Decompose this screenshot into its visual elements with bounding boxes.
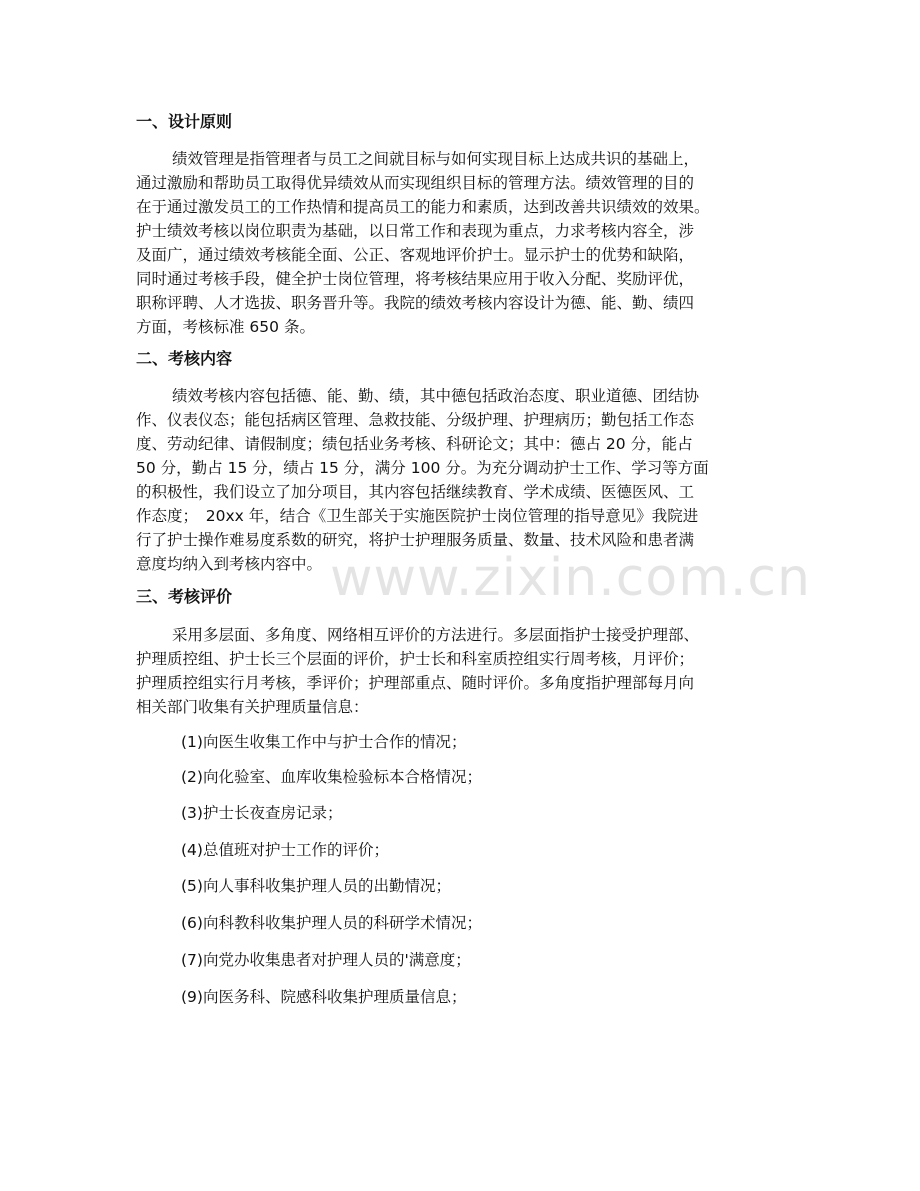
watermark: www.zixin.com.cn <box>330 548 811 608</box>
list-item: (3)护士长夜查房记录； <box>181 804 343 822</box>
paragraph-line: 及面广，通过绩效考核能全面、公正、客观地评价护士。显示护士的优势和缺陷， <box>136 246 695 264</box>
paragraph-line: 绩效考核内容包括德、能、勤、绩，其中德包括政治态度、职业道德、团结协 <box>172 387 700 405</box>
paragraph-line: 意度均纳入到考核内容中。 <box>136 555 323 573</box>
paragraph-line: 作、仪表仪态；能包括病区管理、急救技能、分级护理、护理病历；勤包括工作态 <box>136 411 695 429</box>
list-item: (1)向医生收集工作中与护士合作的情况； <box>181 733 467 751</box>
section-heading-assessment-content: 二、考核内容 <box>136 349 233 368</box>
paragraph-line: 相关部门收集有关护理质量信息： <box>136 698 369 716</box>
paragraph-line: 绩效管理是指管理者与员工之间就目标与如何实现目标上达成共识的基础上， <box>172 150 700 168</box>
paragraph-line: 50 分，勤占 15 分，绩占 15 分，满分 100 分。为充分调动护士工作、学习等方面 <box>136 459 709 477</box>
paragraph-line: 作态度； 20xx 年，结合《卫生部关于实施医院护士岗位管理的指导意见》我院进 <box>136 507 699 525</box>
paragraph-line: 护理质控组、护士长三个层面的评价，护士长和科室质控组实行周考核，月评价； <box>136 650 695 668</box>
section-heading-design-principles: 一、设计原则 <box>136 112 233 131</box>
list-item: (6)向科教科收集护理人员的科研学术情况； <box>181 914 482 932</box>
paragraph-line: 护士绩效考核以岗位职责为基础，以日常工作和表现为重点，力求考核内容全，涉 <box>136 222 695 240</box>
paragraph-line: 职称评聘、人才选拔、职务晋升等。我院的绩效考核内容设计为德、能、勤、绩四 <box>136 294 695 312</box>
paragraph-line: 通过激励和帮助员工取得优异绩效从而实现组织目标的管理方法。绩效管理的目的 <box>136 174 695 192</box>
list-item: (4)总值班对护士工作的评价； <box>181 841 389 859</box>
paragraph-line: 方面，考核标准 650 条。 <box>136 318 315 336</box>
paragraph-line: 同时通过考核手段，健全护士岗位管理，将考核结果应用于收入分配、奖励评优， <box>136 270 695 288</box>
paragraph-line: 行了护士操作难易度系数的研究，将护士护理服务质量、数量、技术风险和患者满 <box>136 531 695 549</box>
list-item: (5)向人事科收集护理人员的出勤情况； <box>181 877 451 895</box>
paragraph-line: 护理质控组实行月考核，季评价；护理部重点、随时评价。多角度指护理部每月向 <box>136 674 695 692</box>
list-item: (2)向化验室、血库收集检验标本合格情况； <box>181 768 482 786</box>
paragraph-line: 采用多层面、多角度、网络相互评价的方法进行。多层面指护士接受护理部、 <box>172 626 700 644</box>
section-heading-assessment-evaluation: 三、考核评价 <box>136 587 233 606</box>
list-item: (7)向党办收集患者对护理人员的'满意度； <box>181 951 471 969</box>
paragraph-line: 在于通过激发员工的工作热情和提高员工的能力和素质，达到改善共识绩效的效果。 <box>136 198 710 216</box>
paragraph-line: 度、劳动纪律、请假制度；绩包括业务考核、科研论文；其中：德占 20 分，能占 <box>136 435 693 453</box>
paragraph-line: 的积极性，我们设立了加分项目，其内容包括继续教育、学术成绩、医德医风、工 <box>136 483 695 501</box>
list-item: (9)向医务科、院感科收集护理质量信息； <box>181 988 467 1006</box>
